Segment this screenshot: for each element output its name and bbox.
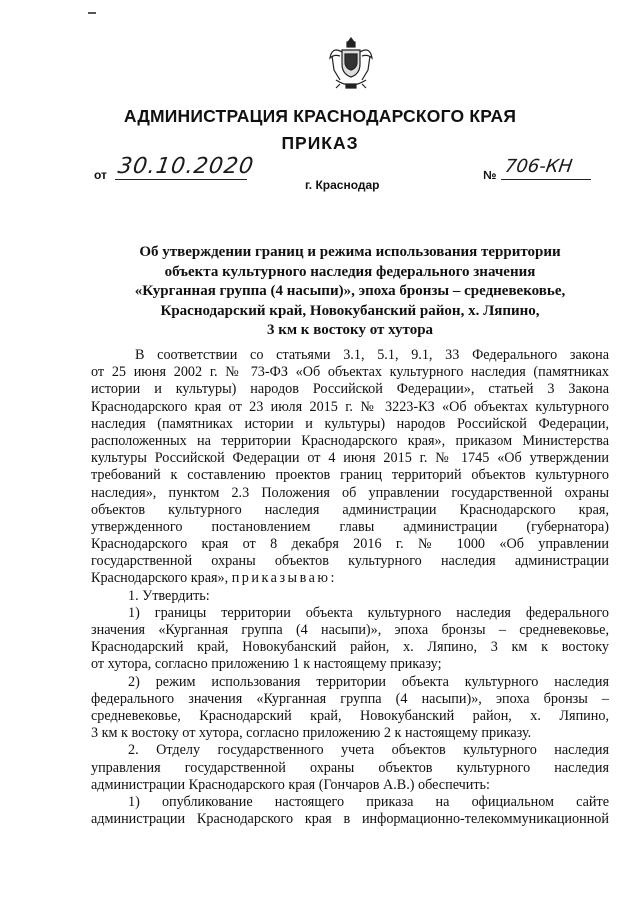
title-line: 3 км к востоку от хутора	[266, 322, 434, 338]
body-line: объектов культурного наследия администрации Краснодарского края,	[91, 501, 609, 518]
body-line	[91, 570, 609, 587]
body-line: федерального значения «Курганная группа (4 насыпи)», эпоха бронзы –	[91, 690, 609, 707]
body-line: 3 км к востоку от хутора, согласно приложению 2 к настоящему приказу.	[91, 725, 532, 742]
body-line: администрации Краснодарского края (Гончаров А.В.) обеспечить:	[91, 776, 490, 793]
body-line: от хутора, согласно приложению 1 к настоящему приказу;	[91, 656, 442, 673]
number-label: №	[483, 168, 497, 182]
title-line: «Курганная группа (4 насыпи)», эпоха бронзы – средневековье,	[134, 283, 566, 299]
body-line: требований к составлению проектов границ территорий объектов культурного	[91, 467, 609, 484]
body-line: администрации Краснодарского края в информационно-телекоммуникационной	[91, 811, 609, 828]
body-line: 2. Отделу государственного учета объектов культурного наследия	[128, 742, 609, 759]
title-line: Краснодарский край, Новокубанский район, х. Ляпино,	[160, 302, 540, 319]
date-value-handwritten: 30.10.2020	[116, 154, 256, 179]
body-line-start: Краснодарского края»,	[91, 570, 232, 587]
item-1-heading: 1. Утвердить:	[128, 587, 210, 604]
body-line: истории и культуры) народов Российской Федерации», статьей 3 Закона	[91, 381, 609, 398]
document-body	[91, 347, 609, 828]
document-type: ПРИКАЗ	[281, 133, 359, 153]
body-line: государственной охраны объектов культурного наследия администрации	[91, 553, 609, 570]
body-line: В соответствии со статьями 3.1, 5.1, 9.1, 33 Федерального закона	[135, 347, 609, 363]
body-line: от 25 июня 2002 г. № 73-ФЗ «Об объектах культурного наследия (памятниках	[91, 364, 609, 381]
body-line: средневековье, Краснодарский край, Новокубанский район, х. Ляпино,	[91, 707, 609, 724]
document-title	[100, 243, 600, 341]
title-line: объекта культурного наследия федерального значения	[164, 263, 536, 280]
body-line: наследия», пунктом 2.3 Положения об управлении государственной охраны	[91, 484, 609, 501]
city-name: г. Краснодар	[305, 178, 380, 192]
body-line: культуры Российской Федерации от 4 июня 2015 г. № 1745 «Об утверждении	[91, 450, 609, 467]
number-value-handwritten: 706-КН	[503, 156, 574, 177]
date-underline	[115, 179, 247, 180]
coat-of-arms-icon	[328, 36, 374, 90]
date-label: от	[94, 168, 107, 182]
body-line: расположенных на территории Краснодарского края», приказом Министерства	[91, 432, 609, 449]
body-line: 1) границы территории объекта культурного наследия федерального	[128, 604, 609, 621]
body-line: 2) режим использования территории объекта культурного наследия	[128, 673, 609, 690]
title-line: Об утверждении границ и режима использования территории	[139, 244, 561, 260]
body-line: управления государственной охраны объектов культурного наследия	[91, 759, 609, 776]
corner-mark	[88, 12, 96, 14]
organization-name: АДМИНИСТРАЦИЯ КРАСНОДАРСКОГО КРАЯ	[123, 106, 517, 126]
body-line: утвержденного постановлением главы администрации (губернатора)	[91, 518, 609, 535]
body-line: Краснодарского края от 23 июля 2015 г. № 3223-КЗ «Об объектах культурного	[91, 398, 609, 415]
body-line: 1) опубликование настоящего приказа на официальном сайте	[128, 793, 609, 810]
body-line: Краснодарский край, Новокубанский район, х. Ляпино, 3 км к востоку	[91, 639, 609, 656]
body-line: значения «Курганная группа (4 насыпи)», эпоха бронзы – средневековье,	[91, 622, 609, 638]
order-word: приказываю:	[231, 570, 337, 587]
number-underline	[501, 179, 591, 180]
body-line: Краснодарского края от 8 декабря 2016 г. № 1000 «Об управлении	[91, 536, 609, 553]
body-line: наследия (памятниках истории и культуры) народов Российской Федерации,	[91, 415, 609, 432]
